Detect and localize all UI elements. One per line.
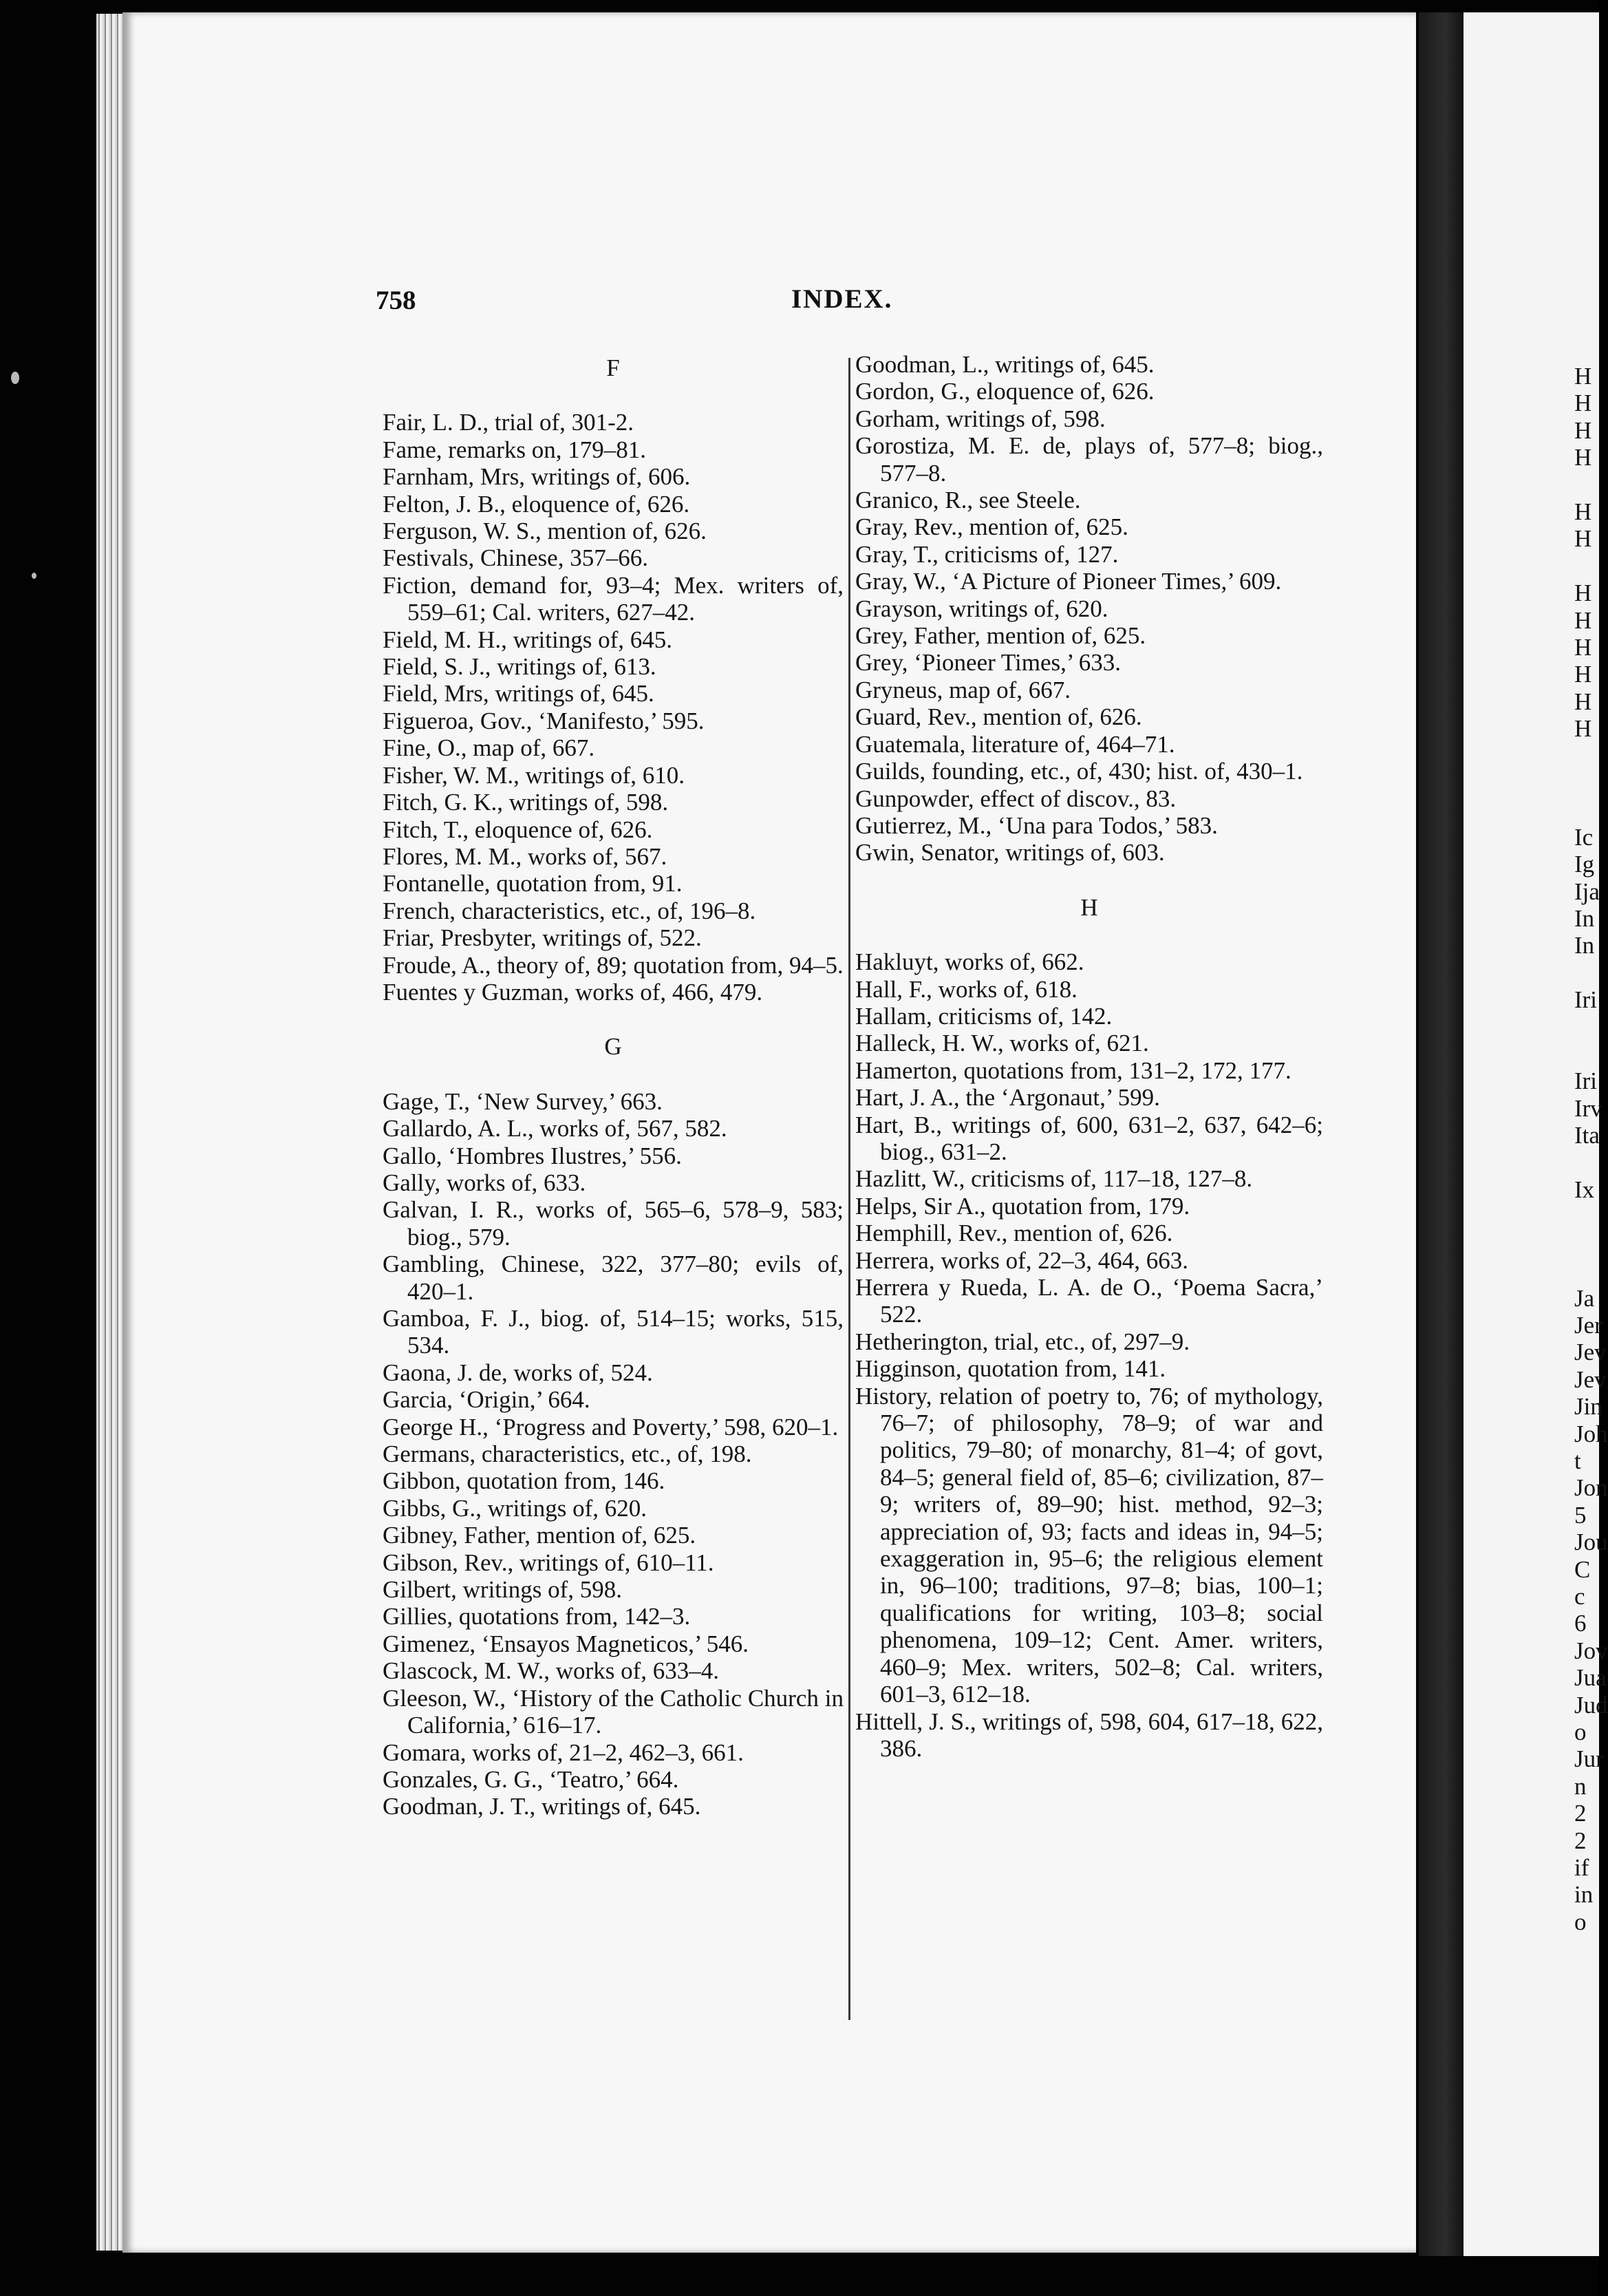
index-entry: Gamboa, F. J., biog. of, 514–15; works, 515, 534. [383,1305,844,1359]
index-entry: Felton, J. B., eloquence of, 626. [383,490,690,518]
facing-page-fragment: H [1574,444,1592,471]
index-entry: Hart, J. A., the ‘Argonaut,’ 599. [855,1084,1160,1112]
facing-page-fragment: H [1574,715,1592,743]
index-entry: Grayson, writings of, 620. [855,595,1108,622]
index-entry: Fine, O., map of, 667. [383,734,595,762]
facing-page-fragment: H [1574,498,1592,525]
index-entry: Helps, Sir A., quotation from, 179. [855,1192,1190,1220]
facing-page-fragment: 2 [1574,1827,1587,1854]
section-spacer [855,867,1323,894]
facing-page-fragment: Ita [1574,1122,1600,1149]
facing-page-fragment: Ija [1574,878,1600,905]
facing-page-fragment: Jon [1574,1474,1608,1502]
index-entry: Granico, R., see Steele. [855,487,1081,514]
facing-page-fragment: H [1574,606,1592,634]
index-entry: Hittell, J. S., writings of, 598, 604, 617–18, 622, 386. [855,1708,1323,1762]
facing-page-fragment: o [1574,1908,1587,1935]
facing-page-fragment: Iri [1574,1067,1598,1095]
index-entry: Field, Mrs, writings of, 645. [383,680,654,708]
index-entry: Gaona, J. de, works of, 524. [383,1359,653,1386]
running-title: INDEX. [791,284,893,314]
index-entry: Hetherington, trial, etc., of, 297–9. [855,1328,1190,1355]
facing-page-fragment: H [1574,634,1592,661]
facing-page-fragment: n [1574,1772,1587,1800]
page-number: 758 [376,286,416,315]
index-entry: Grey, Father, mention of, 625. [855,622,1146,650]
facing-page-fragment: Ja [1574,1284,1595,1312]
facing-page-fragment: in [1574,1881,1594,1909]
index-entry: Field, S. J., writings of, 613. [383,653,656,681]
index-entry: Gallardo, A. L., works of, 567, 582. [383,1115,727,1142]
index-entry: History, relation of poetry to, 76; of mythology, 76–7; of philosophy, 78–9; of war and politics, 79–80; of monarchy, 81–4; of govt, 84–5; general field of, 85–6; civilization, 87–9; writers of, 89–90; hist. method, 92–3; appreciation of, 93; facts and ideas in, 94–5; exaggeration in, 95–6; the religious element in, 96–100; traditions, 97–8; bias, 100–1; qualifications for writing, 103–8; social phenomena, 109–12; Cent. Amer. writers, 460–9; Mex. writers, 502–8; Cal. writers, 601–3, 612–18. [855,1382,1323,1708]
facing-page-fragment: c [1574,1583,1585,1610]
page-edges [96,14,124,2251]
index-entry: Gray, Rev., mention of, 625. [855,513,1128,541]
index-column-right [855,351,1323,1762]
index-entry: Fitch, T., eloquence of, 626. [383,816,653,843]
facing-page-fragment: H [1574,661,1592,688]
facing-page-fragment: In [1574,932,1595,959]
index-entry: Gomara, works of, 21–2, 462–3, 661. [383,1739,744,1766]
index-entry: Gryneus, map of, 667. [855,676,1071,703]
facing-page-fragment: Jud [1574,1691,1608,1719]
index-entry: Gleeson, W., ‘History of the Catholic Church in California,’ 616–17. [383,1684,844,1739]
index-entry: Hemphill, Rev., mention of, 626. [855,1220,1173,1247]
index-entry: Hazlitt, W., criticisms of, 117–18, 127–8. [855,1165,1253,1193]
index-entry: Gorostiza, M. E. de, plays of, 577–8; biog., 577–8. [855,432,1323,487]
facing-page-fragment: Joh [1574,1420,1608,1447]
index-entry: Gray, W., ‘A Picture of Pioneer Times,’ 609. [855,568,1282,595]
index-entry: Garcia, ‘Origin,’ 664. [383,1386,590,1414]
index-column-left [383,354,844,1820]
facing-page-fragment: H [1574,525,1592,553]
section-letter-heading: F [606,354,620,381]
facing-page-fragment: if [1574,1854,1589,1881]
index-entry: Froude, A., theory of, 89; quotation from, 94–5. [383,951,844,979]
index-entry: Hart, B., writings of, 600, 631–2, 637, 642–6; biog., 631–2. [855,1111,1323,1165]
index-entry: Friar, Presbyter, writings of, 522. [383,924,702,952]
section-spacer [383,381,844,409]
facing-page-fragment: Ic [1574,823,1594,851]
index-entry: Gally, works of, 633. [383,1169,586,1196]
index-entry: Halleck, H. W., works of, 621. [855,1030,1149,1057]
index-entry: Figueroa, Gov., ‘Manifesto,’ 595. [383,707,705,734]
facing-page-fragment: Jer [1574,1312,1602,1339]
index-entry: Herrera, works of, 22–3, 464, 663. [855,1246,1189,1274]
facing-page-fragment: Irv [1574,1094,1602,1122]
index-entry: Gwin, Senator, writings of, 603. [855,839,1165,867]
column-rule [848,358,850,2020]
index-entry: Guatemala, literature of, 464–71. [855,730,1175,758]
index-entry: Hallam, criticisms of, 142. [855,1002,1113,1030]
facing-page-fragment: In [1574,905,1595,932]
facing-page-fragment: H [1574,390,1592,417]
facing-page-fragment: Jur [1574,1745,1604,1773]
index-entry: Fair, L. D., trial of, 301-2. [383,409,634,436]
facing-page-fragment: Ix [1574,1176,1595,1203]
index-entry: Gunpowder, effect of discov., 83. [855,785,1177,812]
index-entry: Gibbon, quotation from, 146. [383,1467,665,1495]
index-entry: Fuentes y Guzman, works of, 466, 479. [383,978,763,1006]
facing-page-fragment: o [1574,1719,1587,1745]
index-entry: Galvan, I. R., works of, 565–6, 578–9, 583; biog., 579. [383,1196,844,1251]
index-entry: Grey, ‘Pioneer Times,’ 633. [855,649,1121,677]
facing-page-fragment: Jev [1574,1365,1607,1393]
facing-page-fragment: Jou [1574,1529,1608,1556]
index-entry: French, characteristics, etc., of, 196–8. [383,897,756,924]
facing-page-fragment: H [1574,580,1592,607]
section-letter-heading: H [1080,893,1098,921]
index-entry: Field, M. H., writings of, 645. [383,626,672,653]
index-entry: Farnham, Mrs, writings of, 606. [383,463,691,491]
facing-page-fragment: Jev [1574,1339,1607,1366]
section-letter-heading: G [604,1033,622,1061]
facing-page-fragment: 6 [1574,1610,1587,1637]
index-entry: Gonzales, G. G., ‘Teatro,’ 664. [383,1765,679,1793]
index-entry: Guard, Rev., mention of, 626. [855,703,1142,731]
index-entry: Gutierrez, M., ‘Una para Todos,’ 583. [855,811,1218,839]
index-entry: Herrera y Rueda, L. A. de O., ‘Poema Sacra,’ 522. [855,1274,1323,1328]
index-entry: Hamerton, quotations from, 131–2, 172, 177. [855,1056,1291,1084]
index-entry: Gillies, quotations from, 142–3. [383,1603,691,1630]
book-gutter [1419,12,1464,2256]
facing-page-fragment: t [1574,1447,1581,1474]
index-entry: Gambling, Chinese, 322, 377–80; evils of, 420–1. [383,1251,844,1305]
facing-page-fragment: H [1574,416,1592,444]
index-entry: Fisher, W. M., writings of, 610. [383,761,685,789]
facing-page-fragment: Iri [1574,986,1598,1014]
index-entry: Ferguson, W. S., mention of, 626. [383,518,707,545]
facing-page-fragment: 5 [1574,1501,1587,1529]
index-entry: Fontanelle, quotation from, 91. [383,870,683,897]
index-entry: Festivals, Chinese, 357–66. [383,544,648,572]
index-entry: Gray, T., criticisms of, 127. [855,540,1119,568]
index-entry: Gibbs, G., writings of, 620. [383,1494,647,1522]
index-entry: Goodman, L., writings of, 645. [855,351,1155,378]
index-entry: Goodman, J. T., writings of, 645. [383,1793,701,1820]
index-entry: Guilds, founding, etc., of, 430; hist. of, 430–1. [855,758,1303,785]
facing-page-fragment: Jua [1574,1664,1607,1692]
facing-page-fragment: Ig [1574,851,1595,878]
index-entry: Gimenez, ‘Ensayos Magneticos,’ 546. [383,1630,749,1657]
facing-page-fragment: H [1574,688,1592,715]
index-entry: Fiction, demand for, 93–4; Mex. writers of, 559–61; Cal. writers, 627–42. [383,571,844,626]
index-entry: Gibney, Father, mention of, 625. [383,1522,696,1549]
index-entry: Flores, M. M., works of, 567. [383,842,667,870]
index-entry: George H., ‘Progress and Poverty,’ 598, 620–1. [383,1413,839,1441]
section-spacer [383,1061,844,1088]
section-spacer [855,921,1323,948]
index-entry: Gallo, ‘Hombres Ilustres,’ 556. [383,1142,682,1169]
index-entry: Glascock, M. W., works of, 633–4. [383,1657,719,1685]
index-entry: Hakluyt, works of, 662. [855,948,1084,976]
section-spacer [383,1006,844,1033]
index-entry: Gilbert, writings of, 598. [383,1576,623,1604]
index-entry: Gibson, Rev., writings of, 610–11. [383,1549,714,1576]
facing-page-fragment: H [1574,363,1592,390]
dust-speck [11,372,19,384]
index-entry: Fame, remarks on, 179–81. [383,436,646,463]
dust-speck [32,573,36,579]
facing-page-fragment: Jov [1574,1637,1608,1664]
index-entry: Germans, characteristics, etc., of, 198. [383,1441,752,1468]
index-entry: Gordon, G., eloquence of, 626. [855,378,1155,405]
facing-page-fragment: Jin [1574,1393,1602,1421]
index-entry: Hall, F., works of, 618. [855,975,1078,1003]
index-entry: Gage, T., ‘New Survey,’ 663. [383,1087,663,1115]
facing-page-fragment: C [1574,1555,1591,1583]
index-entry: Gorham, writings of, 598. [855,405,1106,432]
index-entry: Higginson, quotation from, 141. [855,1355,1166,1383]
facing-page-fragment: 2 [1574,1800,1587,1827]
index-entry: Fitch, G. K., writings of, 598. [383,789,669,816]
